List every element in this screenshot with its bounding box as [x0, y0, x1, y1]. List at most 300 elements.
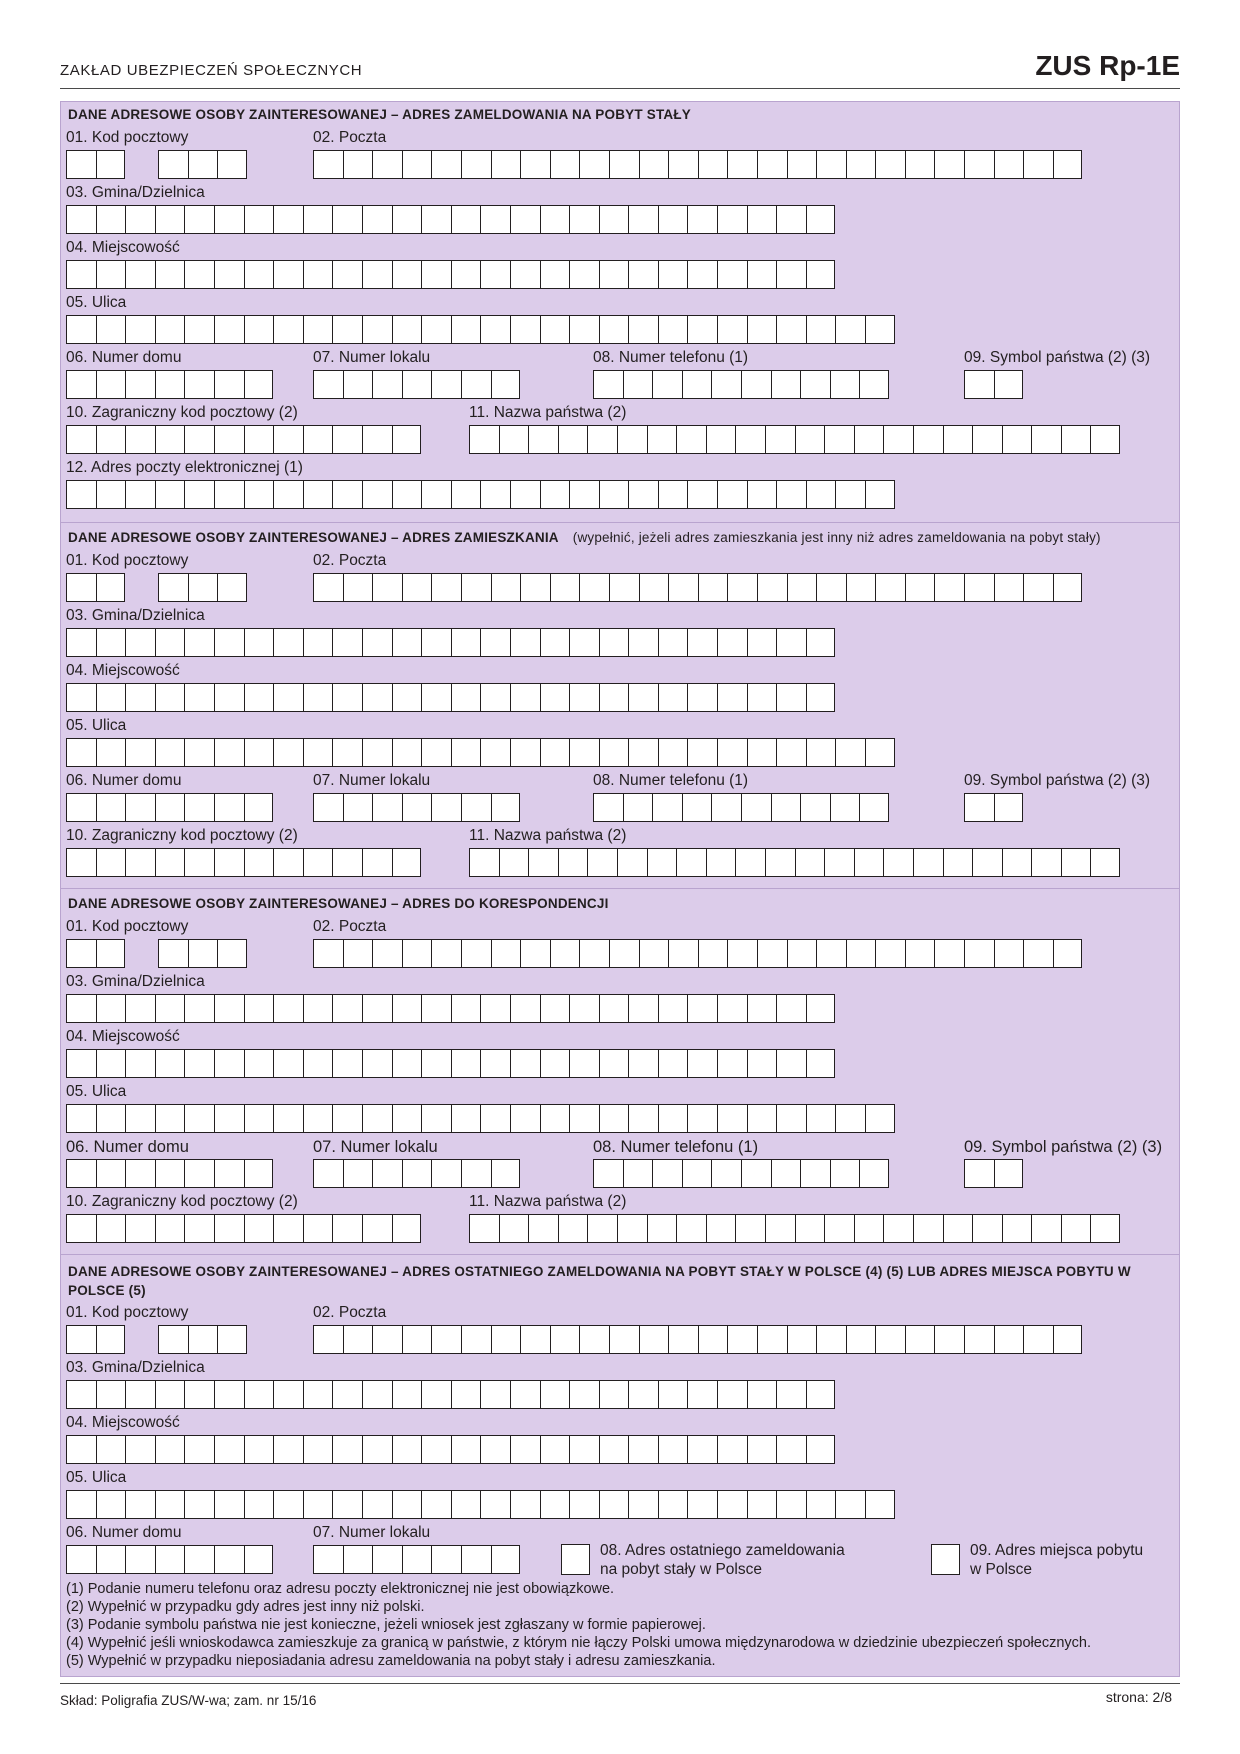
- char-box[interactable]: [994, 1325, 1024, 1354]
- char-box[interactable]: [765, 848, 795, 877]
- char-box[interactable]: [392, 480, 422, 509]
- char-box[interactable]: [499, 1214, 529, 1243]
- char-box[interactable]: [96, 1049, 126, 1078]
- char-box[interactable]: [155, 1435, 185, 1464]
- char-box[interactable]: [96, 260, 126, 289]
- char-box[interactable]: [875, 150, 905, 179]
- char-box[interactable]: [747, 315, 777, 344]
- char-box[interactable]: [66, 370, 96, 399]
- char-box[interactable]: [540, 1049, 570, 1078]
- char-box[interactable]: [569, 315, 599, 344]
- char-box[interactable]: [214, 425, 244, 454]
- char-box[interactable]: [96, 1490, 126, 1519]
- char-box[interactable]: [343, 1545, 373, 1574]
- char-box[interactable]: [303, 425, 333, 454]
- char-box[interactable]: [480, 315, 510, 344]
- char-box[interactable]: [854, 1214, 884, 1243]
- char-box[interactable]: [155, 848, 185, 877]
- char-box[interactable]: [687, 683, 717, 712]
- char-box[interactable]: [800, 793, 830, 822]
- char-box[interactable]: [392, 1049, 422, 1078]
- char-box[interactable]: [491, 370, 521, 399]
- char-box[interactable]: [717, 315, 747, 344]
- phone-number-field[interactable]: [593, 793, 889, 822]
- char-box[interactable]: [776, 480, 806, 509]
- char-box[interactable]: [599, 480, 629, 509]
- char-box[interactable]: [540, 1490, 570, 1519]
- char-box[interactable]: [628, 315, 658, 344]
- char-box[interactable]: [96, 683, 126, 712]
- char-box[interactable]: [362, 683, 392, 712]
- char-box[interactable]: [214, 1214, 244, 1243]
- char-box[interactable]: [303, 738, 333, 767]
- char-box[interactable]: [392, 1490, 422, 1519]
- char-box[interactable]: [332, 480, 362, 509]
- char-box[interactable]: [469, 1214, 499, 1243]
- char-box[interactable]: [639, 573, 669, 602]
- char-box[interactable]: [846, 150, 876, 179]
- char-box[interactable]: [776, 628, 806, 657]
- char-box[interactable]: [125, 1380, 155, 1409]
- char-box[interactable]: [96, 1214, 126, 1243]
- char-box[interactable]: [510, 1380, 540, 1409]
- char-box[interactable]: [800, 370, 830, 399]
- char-box[interactable]: [421, 683, 451, 712]
- char-box[interactable]: [510, 1049, 540, 1078]
- char-box[interactable]: [687, 1049, 717, 1078]
- char-box[interactable]: [816, 573, 846, 602]
- char-box[interactable]: [155, 994, 185, 1023]
- char-box[interactable]: [96, 848, 126, 877]
- char-box[interactable]: [550, 150, 580, 179]
- char-box[interactable]: [244, 1214, 274, 1243]
- char-box[interactable]: [362, 205, 392, 234]
- char-box[interactable]: [835, 738, 865, 767]
- char-box[interactable]: [155, 260, 185, 289]
- char-box[interactable]: [125, 1049, 155, 1078]
- char-box[interactable]: [66, 628, 96, 657]
- apartment-number-field[interactable]: [313, 370, 520, 399]
- char-box[interactable]: [392, 1435, 422, 1464]
- char-box[interactable]: [217, 150, 247, 179]
- char-box[interactable]: [332, 205, 362, 234]
- char-box[interactable]: [303, 683, 333, 712]
- char-box[interactable]: [569, 1380, 599, 1409]
- char-box[interactable]: [628, 1380, 658, 1409]
- char-box[interactable]: [392, 738, 422, 767]
- char-box[interactable]: [727, 1325, 757, 1354]
- char-box[interactable]: [66, 1490, 96, 1519]
- char-box[interactable]: [244, 1435, 274, 1464]
- char-box[interactable]: [550, 1325, 580, 1354]
- char-box[interactable]: [155, 480, 185, 509]
- char-box[interactable]: [934, 939, 964, 968]
- char-box[interactable]: [313, 793, 343, 822]
- char-box[interactable]: [451, 1104, 481, 1133]
- char-box[interactable]: [214, 994, 244, 1023]
- char-box[interactable]: [528, 848, 558, 877]
- char-box[interactable]: [830, 370, 860, 399]
- char-box[interactable]: [303, 1435, 333, 1464]
- char-box[interactable]: [883, 425, 913, 454]
- char-box[interactable]: [332, 260, 362, 289]
- char-box[interactable]: [184, 1490, 214, 1519]
- char-box[interactable]: [188, 573, 218, 602]
- house-number-field[interactable]: [66, 1159, 273, 1188]
- char-box[interactable]: [846, 573, 876, 602]
- char-box[interactable]: [859, 1159, 889, 1188]
- char-box[interactable]: [66, 315, 96, 344]
- char-box[interactable]: [184, 1159, 214, 1188]
- char-box[interactable]: [558, 425, 588, 454]
- char-box[interactable]: [461, 1325, 491, 1354]
- char-box[interactable]: [510, 683, 540, 712]
- char-box[interactable]: [510, 1104, 540, 1133]
- char-box[interactable]: [273, 1049, 303, 1078]
- char-box[interactable]: [711, 370, 741, 399]
- char-box[interactable]: [943, 848, 973, 877]
- char-box[interactable]: [913, 848, 943, 877]
- char-box[interactable]: [687, 628, 717, 657]
- char-box[interactable]: [741, 793, 771, 822]
- char-box[interactable]: [865, 738, 895, 767]
- char-box[interactable]: [747, 1104, 777, 1133]
- char-box[interactable]: [431, 1545, 461, 1574]
- char-box[interactable]: [687, 1490, 717, 1519]
- char-box[interactable]: [184, 683, 214, 712]
- char-box[interactable]: [66, 573, 96, 602]
- char-box[interactable]: [520, 939, 550, 968]
- char-box[interactable]: [155, 1380, 185, 1409]
- char-box[interactable]: [859, 370, 889, 399]
- char-box[interactable]: [776, 315, 806, 344]
- char-box[interactable]: [765, 425, 795, 454]
- char-box[interactable]: [711, 1159, 741, 1188]
- char-box[interactable]: [303, 994, 333, 1023]
- char-box[interactable]: [1002, 1214, 1032, 1243]
- char-box[interactable]: [994, 1159, 1024, 1188]
- char-box[interactable]: [214, 738, 244, 767]
- char-box[interactable]: [747, 480, 777, 509]
- char-box[interactable]: [528, 1214, 558, 1243]
- char-box[interactable]: [687, 480, 717, 509]
- char-box[interactable]: [273, 260, 303, 289]
- char-box[interactable]: [528, 425, 558, 454]
- char-box[interactable]: [658, 1490, 688, 1519]
- char-box[interactable]: [392, 425, 422, 454]
- char-box[interactable]: [66, 683, 96, 712]
- char-box[interactable]: [273, 1490, 303, 1519]
- char-box[interactable]: [816, 150, 846, 179]
- char-box[interactable]: [155, 425, 185, 454]
- commune-field[interactable]: [66, 205, 835, 234]
- last-registration-checkbox[interactable]: [561, 1544, 590, 1575]
- char-box[interactable]: [313, 1159, 343, 1188]
- char-box[interactable]: [343, 1159, 373, 1188]
- char-box[interactable]: [776, 1049, 806, 1078]
- char-box[interactable]: [964, 1325, 994, 1354]
- char-box[interactable]: [717, 1490, 747, 1519]
- char-box[interactable]: [806, 628, 836, 657]
- char-box[interactable]: [658, 205, 688, 234]
- char-box[interactable]: [184, 994, 214, 1023]
- char-box[interactable]: [579, 573, 609, 602]
- char-box[interactable]: [865, 1490, 895, 1519]
- char-box[interactable]: [214, 1159, 244, 1188]
- char-box[interactable]: [273, 1104, 303, 1133]
- char-box[interactable]: [1023, 1325, 1053, 1354]
- char-box[interactable]: [303, 1380, 333, 1409]
- char-box[interactable]: [244, 1159, 274, 1188]
- char-box[interactable]: [214, 1490, 244, 1519]
- char-box[interactable]: [392, 683, 422, 712]
- char-box[interactable]: [362, 1490, 392, 1519]
- char-box[interactable]: [332, 425, 362, 454]
- char-box[interactable]: [313, 150, 343, 179]
- email-field[interactable]: [66, 480, 895, 509]
- char-box[interactable]: [273, 315, 303, 344]
- char-box[interactable]: [771, 370, 801, 399]
- char-box[interactable]: [480, 628, 510, 657]
- char-box[interactable]: [343, 573, 373, 602]
- char-box[interactable]: [480, 1380, 510, 1409]
- house-number-field[interactable]: [66, 370, 273, 399]
- char-box[interactable]: [865, 480, 895, 509]
- char-box[interactable]: [214, 1104, 244, 1133]
- char-box[interactable]: [392, 1380, 422, 1409]
- char-box[interactable]: [362, 425, 392, 454]
- char-box[interactable]: [717, 683, 747, 712]
- char-box[interactable]: [421, 994, 451, 1023]
- char-box[interactable]: [806, 1049, 836, 1078]
- char-box[interactable]: [698, 939, 728, 968]
- char-box[interactable]: [510, 1435, 540, 1464]
- char-box[interactable]: [244, 260, 274, 289]
- char-box[interactable]: [155, 793, 185, 822]
- char-box[interactable]: [158, 939, 188, 968]
- char-box[interactable]: [155, 370, 185, 399]
- char-box[interactable]: [421, 315, 451, 344]
- apartment-number-field[interactable]: [313, 1159, 520, 1188]
- char-box[interactable]: [421, 1490, 451, 1519]
- char-box[interactable]: [362, 1380, 392, 1409]
- char-box[interactable]: [402, 1159, 432, 1188]
- char-box[interactable]: [362, 315, 392, 344]
- char-box[interactable]: [362, 1104, 392, 1133]
- char-box[interactable]: [520, 1325, 550, 1354]
- char-box[interactable]: [188, 1325, 218, 1354]
- char-box[interactable]: [913, 425, 943, 454]
- char-box[interactable]: [747, 205, 777, 234]
- char-box[interactable]: [623, 1159, 653, 1188]
- char-box[interactable]: [244, 425, 274, 454]
- post-office-field[interactable]: [313, 573, 1082, 602]
- char-box[interactable]: [214, 848, 244, 877]
- char-box[interactable]: [776, 1435, 806, 1464]
- char-box[interactable]: [964, 939, 994, 968]
- char-box[interactable]: [964, 793, 994, 822]
- char-box[interactable]: [735, 1214, 765, 1243]
- char-box[interactable]: [421, 480, 451, 509]
- char-box[interactable]: [628, 1490, 658, 1519]
- char-box[interactable]: [1053, 1325, 1083, 1354]
- char-box[interactable]: [913, 1214, 943, 1243]
- char-box[interactable]: [717, 994, 747, 1023]
- char-box[interactable]: [125, 793, 155, 822]
- char-box[interactable]: [816, 1325, 846, 1354]
- char-box[interactable]: [682, 370, 712, 399]
- char-box[interactable]: [421, 205, 451, 234]
- char-box[interactable]: [372, 793, 402, 822]
- char-box[interactable]: [658, 1104, 688, 1133]
- char-box[interactable]: [244, 1104, 274, 1133]
- char-box[interactable]: [491, 793, 521, 822]
- char-box[interactable]: [628, 1104, 658, 1133]
- char-box[interactable]: [875, 573, 905, 602]
- char-box[interactable]: [303, 1490, 333, 1519]
- char-box[interactable]: [96, 1380, 126, 1409]
- char-box[interactable]: [451, 205, 481, 234]
- char-box[interactable]: [214, 1435, 244, 1464]
- char-box[interactable]: [491, 1545, 521, 1574]
- char-box[interactable]: [125, 370, 155, 399]
- char-box[interactable]: [806, 1380, 836, 1409]
- char-box[interactable]: [214, 683, 244, 712]
- char-box[interactable]: [806, 1435, 836, 1464]
- char-box[interactable]: [184, 1545, 214, 1574]
- char-box[interactable]: [303, 315, 333, 344]
- char-box[interactable]: [244, 1049, 274, 1078]
- char-box[interactable]: [593, 370, 623, 399]
- char-box[interactable]: [402, 793, 432, 822]
- char-box[interactable]: [273, 480, 303, 509]
- char-box[interactable]: [623, 370, 653, 399]
- char-box[interactable]: [125, 628, 155, 657]
- char-box[interactable]: [125, 738, 155, 767]
- char-box[interactable]: [332, 1214, 362, 1243]
- phone-number-field[interactable]: [593, 1159, 889, 1188]
- char-box[interactable]: [593, 793, 623, 822]
- char-box[interactable]: [362, 628, 392, 657]
- char-box[interactable]: [184, 1380, 214, 1409]
- char-box[interactable]: [1061, 425, 1091, 454]
- char-box[interactable]: [599, 1435, 629, 1464]
- char-box[interactable]: [835, 1104, 865, 1133]
- char-box[interactable]: [776, 260, 806, 289]
- char-box[interactable]: [155, 205, 185, 234]
- char-box[interactable]: [461, 1545, 491, 1574]
- char-box[interactable]: [244, 480, 274, 509]
- char-box[interactable]: [816, 939, 846, 968]
- char-box[interactable]: [372, 1545, 402, 1574]
- char-box[interactable]: [402, 939, 432, 968]
- char-box[interactable]: [402, 573, 432, 602]
- char-box[interactable]: [599, 738, 629, 767]
- char-box[interactable]: [66, 1435, 96, 1464]
- char-box[interactable]: [303, 1104, 333, 1133]
- char-box[interactable]: [184, 425, 214, 454]
- char-box[interactable]: [421, 1435, 451, 1464]
- char-box[interactable]: [184, 480, 214, 509]
- char-box[interactable]: [402, 1325, 432, 1354]
- post-office-field[interactable]: [313, 150, 1082, 179]
- char-box[interactable]: [461, 150, 491, 179]
- char-box[interactable]: [184, 205, 214, 234]
- char-box[interactable]: [717, 738, 747, 767]
- char-box[interactable]: [125, 848, 155, 877]
- char-box[interactable]: [540, 480, 570, 509]
- char-box[interactable]: [499, 848, 529, 877]
- char-box[interactable]: [569, 738, 599, 767]
- char-box[interactable]: [332, 738, 362, 767]
- char-box[interactable]: [158, 573, 188, 602]
- postal-code-part2-field[interactable]: [158, 573, 247, 602]
- char-box[interactable]: [273, 683, 303, 712]
- locality-field[interactable]: [66, 260, 835, 289]
- house-number-field[interactable]: [66, 1545, 273, 1574]
- char-box[interactable]: [273, 205, 303, 234]
- char-box[interactable]: [617, 848, 647, 877]
- char-box[interactable]: [184, 315, 214, 344]
- char-box[interactable]: [628, 683, 658, 712]
- char-box[interactable]: [824, 1214, 854, 1243]
- char-box[interactable]: [599, 628, 629, 657]
- char-box[interactable]: [510, 205, 540, 234]
- char-box[interactable]: [905, 1325, 935, 1354]
- char-box[interactable]: [451, 994, 481, 1023]
- char-box[interactable]: [964, 150, 994, 179]
- char-box[interactable]: [623, 793, 653, 822]
- char-box[interactable]: [787, 939, 817, 968]
- char-box[interactable]: [747, 628, 777, 657]
- char-box[interactable]: [469, 425, 499, 454]
- char-box[interactable]: [451, 1435, 481, 1464]
- char-box[interactable]: [66, 1159, 96, 1188]
- char-box[interactable]: [835, 315, 865, 344]
- char-box[interactable]: [806, 738, 836, 767]
- char-box[interactable]: [569, 205, 599, 234]
- char-box[interactable]: [273, 738, 303, 767]
- char-box[interactable]: [824, 425, 854, 454]
- char-box[interactable]: [639, 150, 669, 179]
- char-box[interactable]: [647, 848, 677, 877]
- char-box[interactable]: [711, 793, 741, 822]
- char-box[interactable]: [865, 1104, 895, 1133]
- char-box[interactable]: [520, 573, 550, 602]
- char-box[interactable]: [806, 1490, 836, 1519]
- street-field[interactable]: [66, 738, 895, 767]
- char-box[interactable]: [628, 1049, 658, 1078]
- char-box[interactable]: [776, 738, 806, 767]
- char-box[interactable]: [658, 260, 688, 289]
- char-box[interactable]: [155, 683, 185, 712]
- char-box[interactable]: [313, 939, 343, 968]
- char-box[interactable]: [846, 1325, 876, 1354]
- char-box[interactable]: [676, 425, 706, 454]
- char-box[interactable]: [943, 425, 973, 454]
- char-box[interactable]: [313, 1545, 343, 1574]
- country-symbol-field[interactable]: [964, 370, 1023, 399]
- locality-field[interactable]: [66, 1435, 835, 1464]
- char-box[interactable]: [741, 1159, 771, 1188]
- char-box[interactable]: [599, 1049, 629, 1078]
- char-box[interactable]: [421, 628, 451, 657]
- char-box[interactable]: [188, 150, 218, 179]
- char-box[interactable]: [835, 480, 865, 509]
- char-box[interactable]: [244, 994, 274, 1023]
- char-box[interactable]: [776, 1380, 806, 1409]
- char-box[interactable]: [66, 848, 96, 877]
